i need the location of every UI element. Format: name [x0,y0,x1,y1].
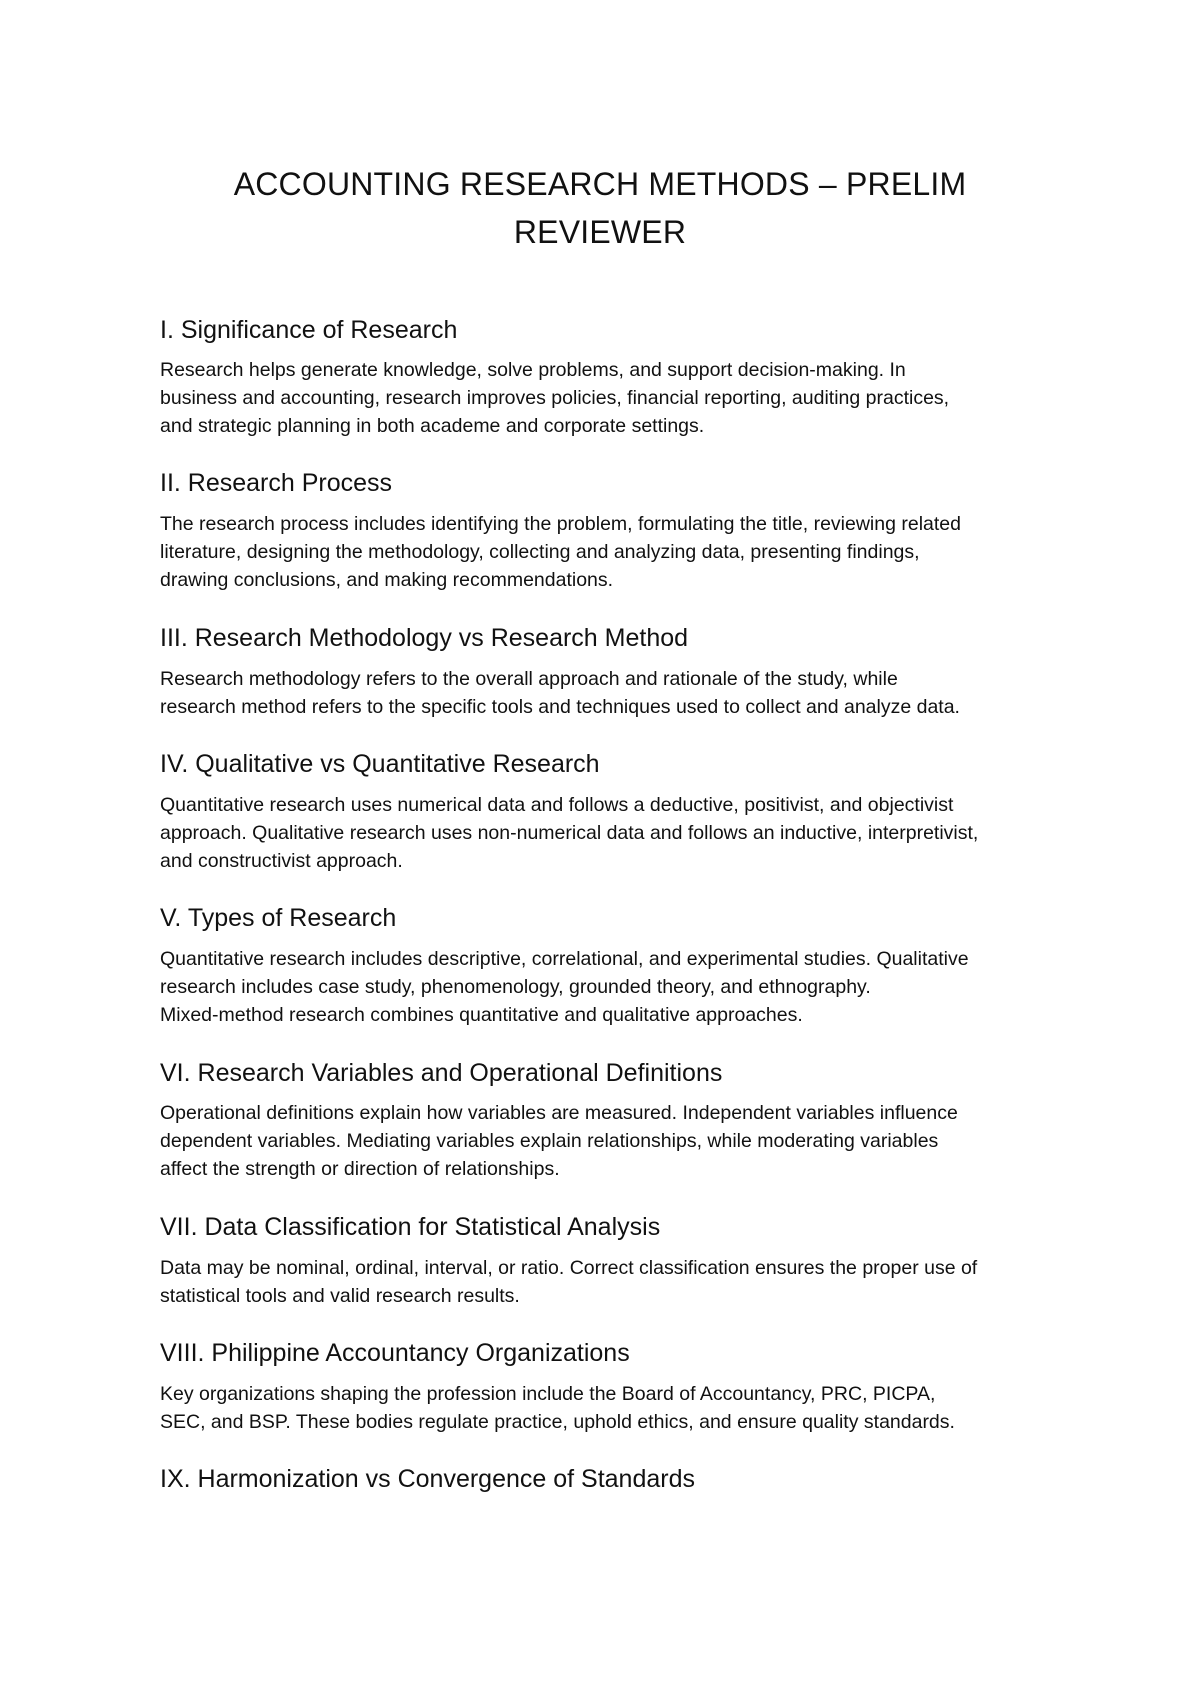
section-body-5 [160,945,1060,1029]
body-line: dependent variables. Mediating variables explain relationships, while moderating variables [160,1130,939,1152]
section-body-4 [160,791,1060,875]
section-heading-4: IV. Qualitative vs Quantitative Research [160,750,600,778]
body-line: Research helps generate knowledge, solve problems, and support decision-making. In [160,359,906,381]
body-line: affect the strength or direction of relationships. [160,1158,560,1180]
section-heading-5: V. Types of Research [160,904,397,932]
body-line: statistical tools and valid research results. [160,1285,520,1307]
title-line: REVIEWER [513,214,687,250]
body-line: The research process includes identifying the problem, formulating the title, reviewing related [160,513,961,535]
body-line: SEC, and BSP. These bodies regulate practice, uphold ethics, and ensure quality standards. [160,1411,955,1433]
section-body-7 [160,1254,1060,1310]
title-line: ACCOUNTING RESEARCH METHODS – PRELIM [233,166,967,202]
body-line: Data may be nominal, ordinal, interval, or ratio. Correct classification ensures the proper use of [160,1257,978,1279]
section-body-6 [160,1099,1060,1183]
body-line: research includes case study, phenomenology, grounded theory, and ethnography. [160,976,871,998]
document-title [160,160,1040,256]
body-line: Operational definitions explain how variables are measured. Independent variables influence [160,1102,958,1124]
section-heading-6: VI. Research Variables and Operational Definitions [160,1059,723,1087]
body-line: and constructivist approach. [160,850,403,872]
body-line: literature, designing the methodology, collecting and analyzing data, presenting findings, [160,541,920,563]
body-line: business and accounting, research improves policies, financial reporting, auditing practices, [160,387,950,409]
section-body-3 [160,665,1060,721]
section-heading-3: III. Research Methodology vs Research Method [160,624,689,652]
body-line: drawing conclusions, and making recommendations. [160,569,614,591]
section-heading-8: VIII. Philippine Accountancy Organizations [160,1339,630,1367]
section-body-2 [160,510,1060,594]
section-body-8 [160,1380,1060,1436]
body-line: research method refers to the specific tools and techniques used to collect and analyze data. [160,696,960,718]
body-line: Research methodology refers to the overall approach and rationale of the study, while [160,668,898,690]
section-heading-7: VII. Data Classification for Statistical Analysis [160,1213,661,1241]
section-heading-2: II. Research Process [160,469,393,497]
body-line: Mixed-method research combines quantitative and qualitative approaches. [160,1004,803,1026]
body-line: Quantitative research includes descriptive, correlational, and experimental studies. Qualitative [160,948,969,970]
section-heading-1: I. Significance of Research [160,316,458,344]
body-line: Quantitative research uses numerical data and follows a deductive, positivist, and objectivist [160,794,954,816]
body-line: and strategic planning in both academe and corporate settings. [160,415,705,437]
body-line: approach. Qualitative research uses non-numerical data and follows an inductive, interpretivist, [160,822,979,844]
section-body-1 [160,356,1060,440]
body-line: Key organizations shaping the profession include the Board of Accountancy, PRC, PICPA, [160,1383,936,1405]
section-heading-9: IX. Harmonization vs Convergence of Standards [160,1465,695,1493]
